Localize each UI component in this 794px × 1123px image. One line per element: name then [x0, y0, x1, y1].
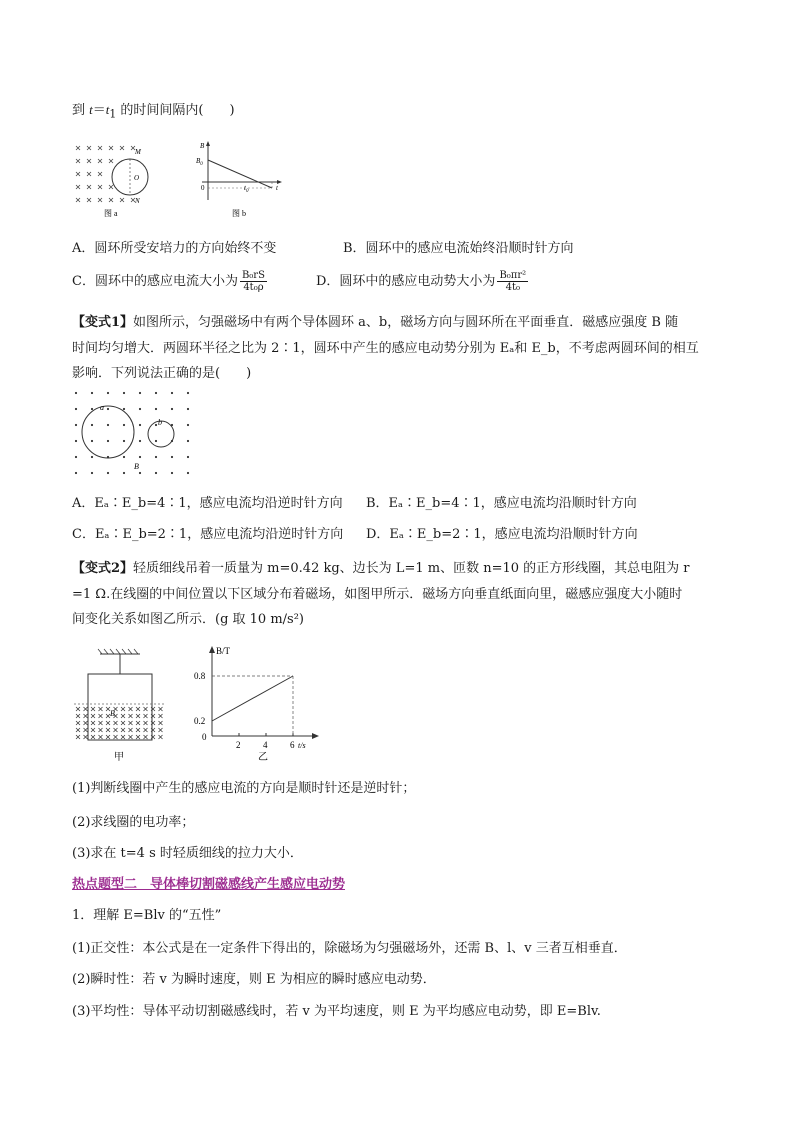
- figure-b: [196, 138, 286, 222]
- dot-mark: [155, 424, 157, 426]
- variant1-option-B[interactable]: B．Eₐ∶E_b=4∶1，感应电流均沿顺时针方向: [366, 496, 637, 511]
- cross-mark: [159, 735, 163, 739]
- variant1-line1: 【变式1】如图所示，匀强磁场中有两个导体圆环 a、b，磁场方向与圆环所在平面垂直．磁感应强度 B 随: [72, 315, 679, 330]
- dot-mark: [155, 472, 157, 474]
- dot-mark: [107, 408, 109, 410]
- cross-mark: [99, 728, 103, 732]
- cross-mark: [76, 707, 80, 711]
- cross-mark: [76, 198, 80, 202]
- variant1-tag: 【变式1】: [72, 315, 134, 330]
- cross-mark: [98, 159, 102, 163]
- dot-mark: [123, 456, 125, 458]
- dot-mark: [91, 456, 93, 458]
- cross-mark: [84, 735, 88, 739]
- dot-mark: [155, 408, 157, 410]
- cross-mark: [76, 735, 80, 739]
- dot-mark: [171, 392, 173, 394]
- dot-mark: [155, 392, 157, 394]
- variant1-option-D[interactable]: D．Eₐ∶E_b=2∶1，感应电流均沿顺时针方向: [366, 527, 638, 542]
- dot-mark: [91, 440, 93, 442]
- cross-mark: [144, 728, 148, 732]
- cross-mark: [99, 714, 103, 718]
- dot-mark: [171, 472, 173, 474]
- section-heading: 热点题型二 导体棒切割磁感线产生感应电动势: [72, 877, 346, 892]
- svg-text:B0: $B_0$: [196, 157, 203, 167]
- x-tick-label: 4: [263, 740, 268, 750]
- cross-mark: [136, 728, 140, 732]
- coil: [88, 674, 152, 740]
- variant1-option-A[interactable]: A．Eₐ∶E_b=4∶1，感应电流均沿逆时针方向: [72, 496, 343, 511]
- dot-mark: [187, 440, 189, 442]
- option-D[interactable]: D．圆环中的感应电动势大小为 $\frac{\text{B₀πr²}}{\text{4t₀}}$: [316, 270, 527, 293]
- cross-mark: [129, 714, 133, 718]
- cross-mark: [144, 714, 148, 718]
- cross-mark: [106, 721, 110, 725]
- cross-mark: [87, 146, 91, 150]
- variant2-line3: 间变化关系如图乙所示．(g 取 10 m/s²): [72, 612, 304, 627]
- dot-mark: [75, 424, 77, 426]
- cross-mark: [120, 198, 124, 202]
- cross-mark: [91, 721, 95, 725]
- y-tick-label: 0.8: [194, 671, 206, 681]
- cross-mark: [129, 707, 133, 711]
- cross-mark: [91, 707, 95, 711]
- section-item-1: 1．理解 E=Blv 的“五性”: [72, 908, 222, 923]
- label-O: O: [134, 174, 140, 182]
- dot-mark: [139, 424, 141, 426]
- ring-a: [82, 406, 134, 458]
- dot-mark: [155, 440, 157, 442]
- label-N: N: [135, 197, 140, 205]
- cross-mark: [98, 185, 102, 189]
- cross-mark: [84, 714, 88, 718]
- figure-a: [72, 140, 167, 220]
- cross-mark: [84, 721, 88, 725]
- cross-mark: [76, 185, 80, 189]
- axis-B: B: [200, 142, 205, 150]
- cross-mark: [99, 721, 103, 725]
- cross-mark: [106, 735, 110, 739]
- section-p1: (1)正交性：本公式是在一定条件下得出的，除磁场为匀强磁场外，还需 B、l、v 三者互相垂直．: [72, 941, 627, 956]
- y-axis-label: B/T: [216, 646, 231, 656]
- cross-mark: [76, 146, 80, 150]
- cross-mark: [120, 146, 124, 150]
- dot-mark: [139, 472, 141, 474]
- cross-mark: [109, 159, 113, 163]
- cross-mark: [136, 707, 140, 711]
- cross-mark: [114, 735, 118, 739]
- dot-mark: [139, 408, 141, 410]
- dot-mark: [187, 408, 189, 410]
- cross-mark: [144, 735, 148, 739]
- variant2-line1: 【变式2】轻质细线吊着一质量为 m=0.42 kg、边长为 L=1 m、匝数 n=10 的正方形线圈，其总电阻为 r: [72, 561, 690, 576]
- cross-mark: [121, 735, 125, 739]
- cross-mark: [87, 172, 91, 176]
- cross-mark: [98, 172, 102, 176]
- magnetic-field-crosses: [76, 146, 135, 202]
- cross-mark: [109, 198, 113, 202]
- x-tick-label: 6: [290, 740, 295, 750]
- cross-mark: [76, 721, 80, 725]
- dot-mark: [107, 424, 109, 426]
- option-B[interactable]: B．圆环中的感应电流始终沿顺时针方向: [343, 241, 574, 256]
- dot-mark: [107, 472, 109, 474]
- figure-variant1: [72, 389, 197, 477]
- cross-mark: [106, 728, 110, 732]
- question-intro: 到 $t=t_1$ 的时间间隔内( ): [72, 102, 235, 121]
- series-line: [212, 676, 293, 721]
- figure-a-label: 图 a: [104, 209, 118, 218]
- figure-jia-label: 甲: [114, 752, 124, 763]
- dot-mark: [75, 472, 77, 474]
- cross-mark: [159, 714, 163, 718]
- dot-mark: [187, 424, 189, 426]
- dot-mark: [187, 392, 189, 394]
- y-tick-label: 0.2: [194, 716, 206, 726]
- label-b: b: [158, 418, 162, 427]
- dot-mark: [123, 392, 125, 394]
- variant1-line2: 时间均匀增大．两圆环半径之比为 2∶1，圆环中产生的感应电动势分别为 Eₐ和 E_b，不考虑两圆环间的相互: [72, 341, 699, 356]
- cross-mark: [121, 728, 125, 732]
- dot-mark: [123, 424, 125, 426]
- figure-yi-chart: [192, 644, 322, 768]
- cross-mark: [76, 728, 80, 732]
- cross-mark: [99, 735, 103, 739]
- dot-mark: [123, 440, 125, 442]
- variant2-q3: (3)求在 t=4 s 时轻质细线的拉力大小．: [72, 846, 303, 861]
- dot-mark: [91, 408, 93, 410]
- dot-mark: [75, 440, 77, 442]
- axis-t: t: [276, 184, 278, 192]
- label-B: B: [134, 462, 139, 471]
- origin: 0: [201, 184, 205, 192]
- variant1-option-C[interactable]: C．Eₐ∶E_b=2∶1，感应电流均沿逆时针方向: [72, 527, 344, 542]
- cross-mark: [129, 735, 133, 739]
- dot-mark: [123, 472, 125, 474]
- figure-b-label: 图 b: [232, 209, 246, 218]
- section-p2: (2)瞬时性：若 v 为瞬时速度，则 E 为相应的瞬时感应电动势．: [72, 972, 436, 987]
- origin: 0: [202, 732, 207, 742]
- cross-mark: [136, 721, 140, 725]
- cross-mark: [114, 728, 118, 732]
- cross-mark: [114, 721, 118, 725]
- dot-mark: [139, 392, 141, 394]
- cross-mark: [144, 707, 148, 711]
- label-M: M: [135, 148, 141, 156]
- magnetic-field-crosses: [76, 707, 163, 739]
- section-p3: (3)平均性：导体平动切割磁感线时，若 v 为平均速度，则 E 为平均感应电动势，即 E=Blv.: [72, 1004, 601, 1019]
- cross-mark: [76, 172, 80, 176]
- magnetic-field-dots: [75, 392, 189, 474]
- dot-mark: [91, 392, 93, 394]
- cross-mark: [98, 146, 102, 150]
- cross-mark: [159, 721, 163, 725]
- cross-mark: [84, 728, 88, 732]
- tick-B0: B: [196, 157, 201, 165]
- cross-mark: [87, 198, 91, 202]
- x-axis-label: t/s: [298, 741, 306, 750]
- x-tick-label: 2: [236, 740, 241, 750]
- cross-mark: [109, 146, 113, 150]
- option-C[interactable]: C．圆环中的感应电流大小为 $\frac{\text{B₀rS}}{\text{4t₀ρ}}$: [72, 270, 265, 293]
- dot-mark: [123, 408, 125, 410]
- cross-mark: [87, 159, 91, 163]
- dot-mark: [187, 472, 189, 474]
- variant1-line3: 影响．下列说法正确的是( ): [72, 366, 252, 381]
- cross-mark: [136, 735, 140, 739]
- variant2-tag: 【变式2】: [72, 561, 134, 576]
- dot-mark: [91, 472, 93, 474]
- cross-mark: [91, 728, 95, 732]
- cross-mark: [144, 721, 148, 725]
- dot-mark: [91, 424, 93, 426]
- cross-mark: [121, 721, 125, 725]
- cross-mark: [76, 159, 80, 163]
- dot-mark: [187, 456, 189, 458]
- cross-mark: [121, 707, 125, 711]
- tick-t0: t: [244, 184, 246, 192]
- option-A[interactable]: A．圆环所受安培力的方向始终不变: [72, 241, 277, 256]
- cross-mark: [136, 714, 140, 718]
- dot-mark: [107, 392, 109, 394]
- label-a: a: [100, 403, 104, 412]
- cross-mark: [99, 707, 103, 711]
- dot-mark: [75, 408, 77, 410]
- cross-mark: [98, 198, 102, 202]
- dot-mark: [171, 408, 173, 410]
- cross-mark: [91, 735, 95, 739]
- variant2-line2: =1 Ω.在线圈的中间位置以下区域分布着磁场，如图甲所示．磁场方向垂直纸面向里，磁感应强度大小随时: [72, 587, 683, 602]
- cross-mark: [159, 728, 163, 732]
- dot-mark: [107, 440, 109, 442]
- dot-mark: [139, 440, 141, 442]
- variant2-q1: (1)判断线圈中产生的感应电流的方向是顺时针还是逆时针；: [72, 781, 416, 796]
- dot-mark: [139, 456, 141, 458]
- figure-yi-label: 乙: [258, 752, 268, 763]
- label-B: B: [110, 709, 115, 718]
- fraction: $\frac{\text{B₀rS}}{\text{4t₀ρ}}$: [241, 270, 265, 293]
- dot-mark: [75, 392, 77, 394]
- cross-mark: [76, 714, 80, 718]
- variant2-q2: (2)求线圈的电功率；: [72, 815, 195, 830]
- fraction: $\frac{\text{B₀πr²}}{\text{4t₀}}$: [499, 270, 527, 293]
- svg-text:t0: $t_0$: [244, 184, 249, 194]
- cross-mark: [159, 707, 163, 711]
- dot-mark: [75, 456, 77, 458]
- cross-mark: [109, 185, 113, 189]
- cross-mark: [121, 714, 125, 718]
- cross-mark: [84, 707, 88, 711]
- cross-mark: [87, 185, 91, 189]
- b-line: [208, 160, 272, 188]
- cross-mark: [129, 728, 133, 732]
- figure-jia: [72, 648, 172, 766]
- dot-mark: [171, 456, 173, 458]
- cross-mark: [91, 714, 95, 718]
- cross-mark: [129, 721, 133, 725]
- dot-mark: [155, 456, 157, 458]
